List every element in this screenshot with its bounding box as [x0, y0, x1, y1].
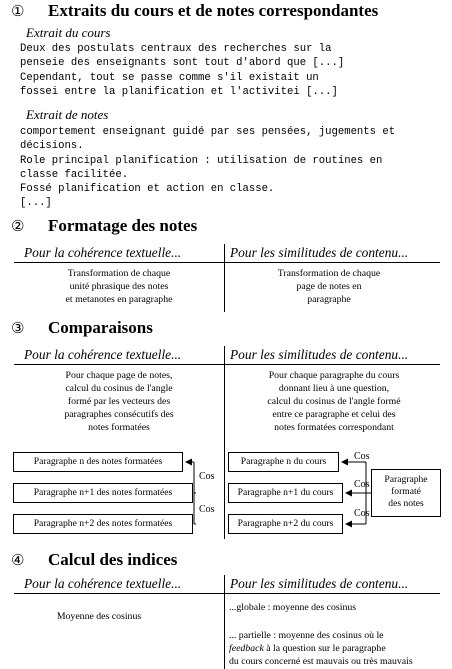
left-column-line: notes formatées — [88, 422, 150, 433]
left-index-text: Moyenne des cosinus — [56, 611, 142, 622]
right-cos-connector — [342, 462, 371, 524]
right-column-line: calcul du cosinus de l'angle formé — [267, 396, 401, 407]
notes-line: comportement enseignant guidé par ses pensées, jugements et — [20, 126, 396, 138]
notes-paragraph-n1-box: Paragraphe n+1 des notes formatées — [13, 483, 193, 503]
section-title-extraits: Extraits du cours et de notes correspondantes — [48, 1, 379, 20]
course-line: Deux des postulats centraux des recherches sur la — [20, 43, 332, 55]
left-column-line: Transformation de chaque — [67, 268, 171, 279]
left-column-line: et metanotes en paragraphe — [65, 294, 173, 305]
notes-line: Fossé planification et action en classe. — [20, 183, 275, 195]
section-number-3: ③ — [11, 319, 25, 337]
course-line: penseie des enseignants sont tout d'abord que [...] — [20, 57, 345, 69]
partial-index-line: ... partielle : moyenne des cosinus où le — [229, 630, 384, 641]
column-divider — [224, 575, 225, 669]
notes-paragraph-n-box: Paragraphe n des notes formatées — [13, 452, 183, 472]
course-excerpt-label: Extrait du cours — [26, 25, 111, 40]
left-column-line: unité phrasique des notes — [69, 281, 169, 292]
right-column-line: paragraphe — [307, 294, 351, 305]
notes-line: [...] — [20, 197, 52, 209]
course-paragraph-n1-box: Paragraphe n+1 du cours — [228, 483, 343, 503]
notes-excerpt-label: Extrait de notes — [26, 107, 109, 122]
partial-index-line: du cours concerné est mauvais ou très mauvais — [229, 656, 413, 667]
course-line: fossei entre la planification et l'activitei [...] — [20, 86, 338, 98]
right-column-line: entre ce paragraphe et celui des — [272, 409, 396, 420]
section-number-4: ④ — [11, 551, 25, 569]
formatted-box-line: formaté — [391, 486, 421, 497]
formatted-box-line: des notes — [388, 498, 424, 509]
cos-label: Cos — [354, 479, 370, 490]
right-column-line: Pour chaque paragraphe du cours — [268, 370, 400, 381]
cos-label: Cos — [354, 508, 370, 519]
notes-line: classe facilitée. — [20, 169, 129, 181]
left-cos-connector — [186, 462, 196, 524]
section-title-comparaisons: Comparaisons — [48, 318, 153, 337]
course-paragraph-n-box: Paragraphe n du cours — [228, 452, 339, 472]
course-paragraph-n2-box: Paragraphe n+2 du cours — [228, 514, 343, 534]
global-index-text: ...globale : moyenne des cosinus — [229, 602, 357, 613]
left-column-line: paragraphes consécutifs des — [64, 409, 174, 420]
left-column-heading: Pour la cohérence textuelle... — [24, 576, 182, 591]
course-line: Cependant, tout se passe comme s'il existait un — [20, 72, 319, 84]
section-title-calcul: Calcul des indices — [48, 550, 178, 569]
left-column-heading: Pour la cohérence textuelle... — [24, 347, 182, 362]
cos-label: Cos — [199, 504, 215, 515]
formatted-box-line: Paragraphe — [384, 474, 428, 485]
partial-index-line — [229, 643, 386, 656]
right-column-heading: Pour les similitudes de contenu... — [230, 576, 409, 591]
feedback-term: feedback — [229, 643, 264, 654]
notes-line: décisions. — [20, 140, 84, 152]
left-column-heading: Pour la cohérence textuelle... — [24, 245, 182, 260]
left-column-line: calcul du cosinus de l'angle — [65, 383, 173, 394]
right-column-heading: Pour les similitudes de contenu... — [230, 347, 409, 362]
cos-label: Cos — [199, 471, 215, 482]
left-column-line: formé par les vecteurs des — [67, 396, 171, 407]
section-number-2: ② — [11, 217, 25, 235]
left-column-line: Pour chaque page de notes, — [65, 370, 173, 381]
section-number-1: ① — [11, 2, 25, 20]
cos-label: Cos — [354, 451, 370, 462]
right-column-line: donnant lieu à une question, — [278, 383, 390, 394]
right-column-heading: Pour les similitudes de contenu... — [230, 245, 409, 260]
right-column-line: Transformation de chaque — [277, 268, 381, 279]
notes-line: Role principal planification : utilisation de routines en — [20, 155, 383, 167]
right-column-line: notes formatées correspondant — [274, 422, 394, 433]
heading-underline — [14, 593, 440, 594]
notes-paragraph-n2-box: Paragraphe n+2 des notes formatées — [13, 514, 193, 534]
right-column-line: page de notes en — [296, 281, 362, 292]
section-title-formatage: Formatage des notes — [48, 216, 198, 235]
partial-index-line-rest: à la question sur le paragraphe — [263, 643, 386, 654]
